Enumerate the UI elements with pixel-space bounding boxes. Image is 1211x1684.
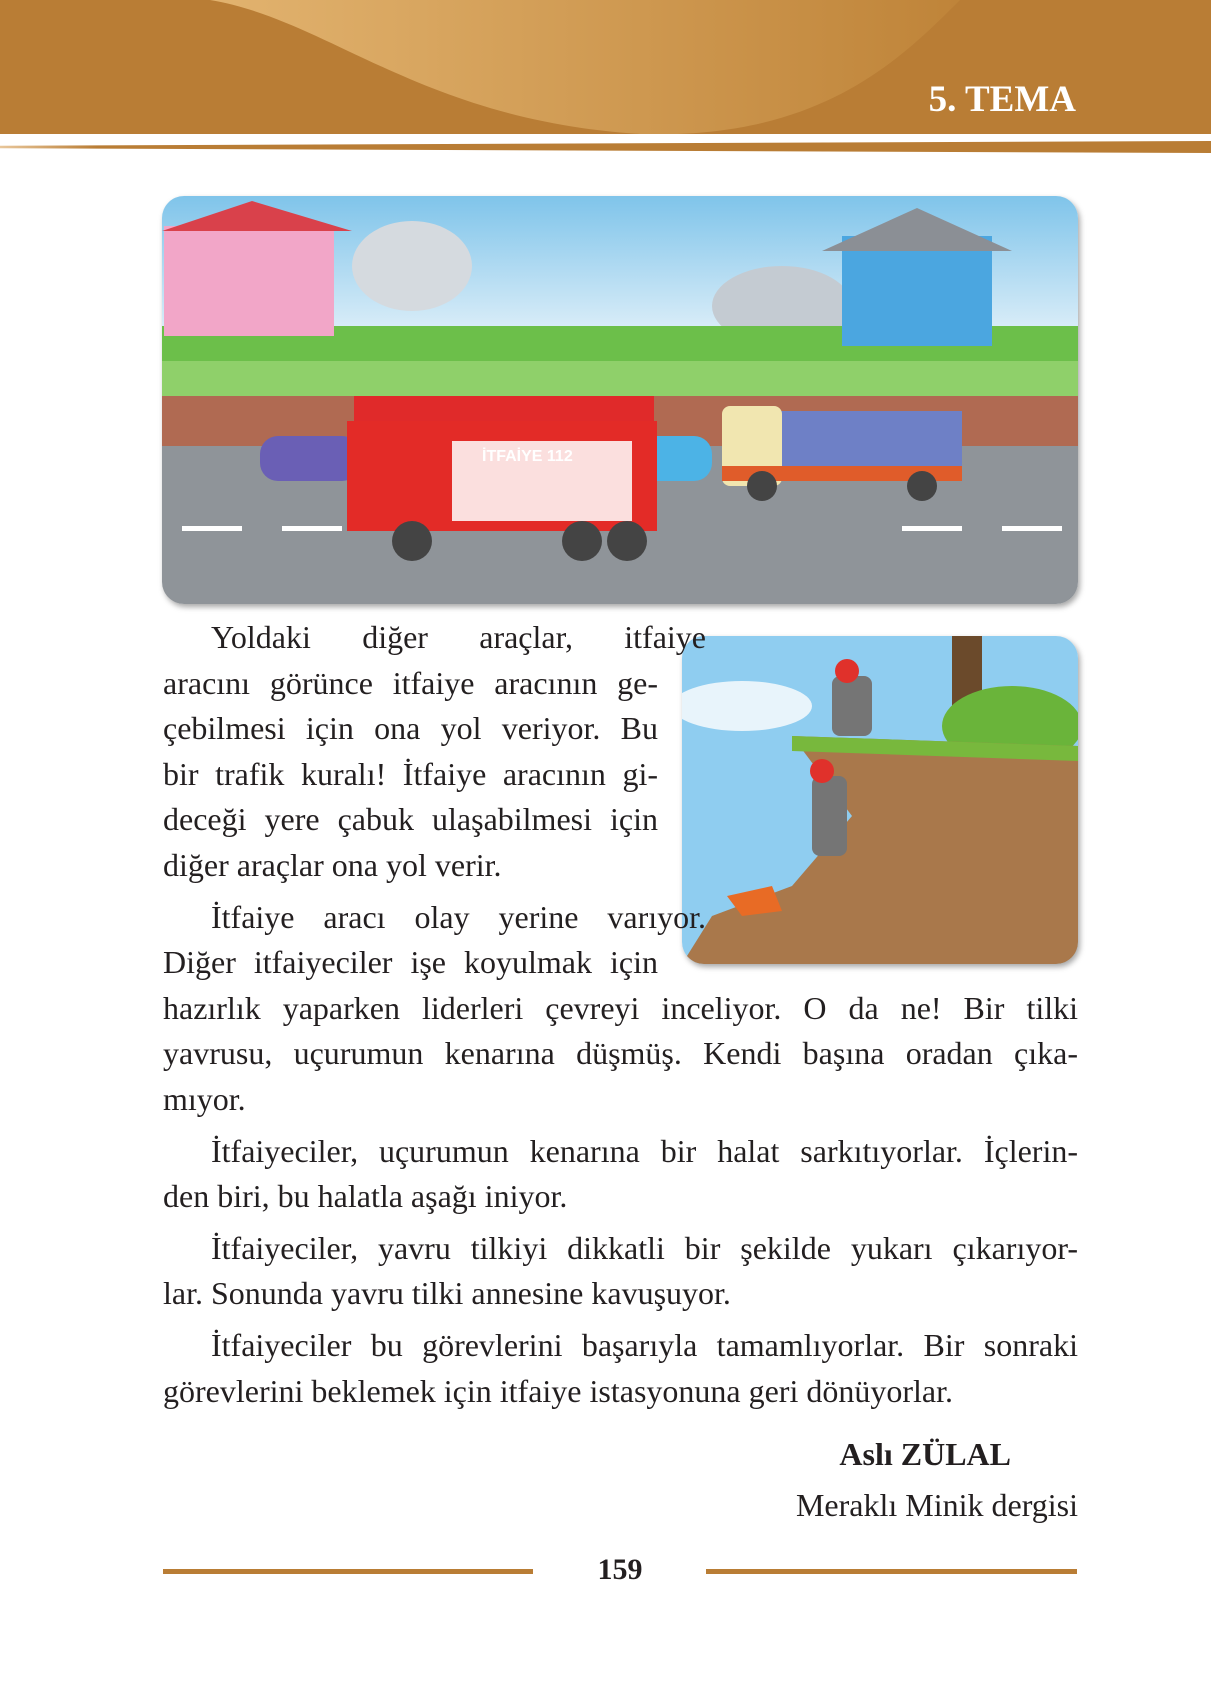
text-line: lar. Sonunda yavru tilki annesine kavuşuyor. — [163, 1275, 731, 1312]
footer-rule-right — [706, 1569, 1077, 1574]
text-line: mıyor. — [163, 1080, 246, 1117]
text-line: Yoldaki diğer araçlar, itfaiye — [211, 619, 706, 655]
source-name: Meraklı Minik dergisi — [795, 1487, 1078, 1523]
text-line: hazırlık yaparken liderleri çevreyi inceliyor. O da ne! Bir tilki — [163, 989, 1078, 1026]
text-line: İtfaiyeciler, yavru tilkiyi dikkatli bir şekilde yukarı çıkarıyor- — [211, 1229, 1078, 1266]
fire-truck-illustration — [162, 196, 1078, 604]
truck-label: İTFAİYE 112 — [482, 448, 573, 465]
header-stripe — [0, 141, 1211, 153]
text-line: bir trafik kuralı! İtfaiye aracının gi- — [163, 755, 658, 792]
text-line: Diğer itfaiyeciler işe koyulmak için — [163, 944, 658, 981]
text-line: deceği yere çabuk ulaşabilmesi için — [163, 801, 658, 838]
theme-label: 5. TEMA — [928, 79, 1076, 120]
page-number: 159 — [597, 1553, 643, 1586]
text-line: aracını görünce itfaiye aracının ge- — [163, 664, 658, 701]
text-line: den biri, bu halatla aşağı iniyor. — [163, 1178, 568, 1215]
text-line: İtfaiyeciler, uçurumun kenarına bir halat sarkıtıyorlar. İçlerin- — [211, 1132, 1078, 1169]
text-line: İtfaiyeciler bu görevlerini başarıyla tamamlıyorlar. Bir sonraki — [211, 1326, 1078, 1363]
footer-rule-left — [163, 1569, 533, 1574]
author-name: Aslı ZÜLAL — [839, 1436, 1011, 1472]
text-line: İtfaiye aracı olay yerine varıyor. — [211, 898, 706, 935]
text-line: yavrusu, uçurumun kenarına düşmüş. Kendi başına oradan çıka- — [163, 1035, 1078, 1072]
text-line: diğer araçlar ona yol verir. — [163, 846, 502, 883]
header-band — [0, 0, 1211, 134]
story-text — [163, 615, 1078, 1414]
text-line: çebilmesi için ona yol veriyor. Bu — [163, 710, 658, 747]
text-line: görevlerini beklemek için itfaiye istasyonuna geri dönüyorlar. — [163, 1372, 953, 1409]
